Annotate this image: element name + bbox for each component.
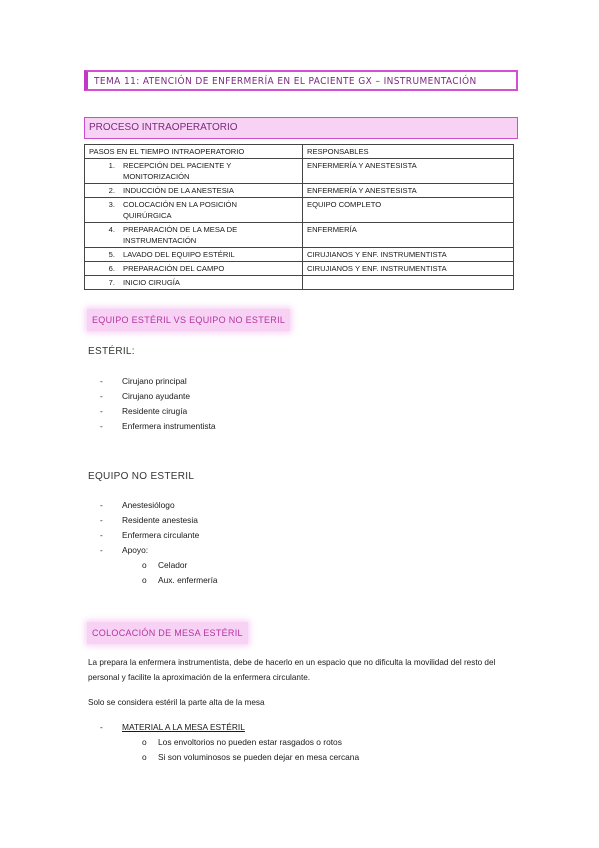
table-cell-step [85, 223, 303, 248]
table-cell-resp: ENFERMERÍA Y ANESTESISTA [303, 184, 514, 198]
step-text: INDUCCIÓN DE LA ANESTESIA [123, 186, 234, 195]
table-header-responsables: RESPONSABLES [303, 145, 514, 159]
circle-bullet: o [142, 575, 147, 585]
table-cell-resp [303, 276, 514, 290]
dash-bullet: - [100, 722, 103, 732]
circle-bullet: o [142, 560, 147, 570]
table-header-row [85, 145, 514, 159]
table-row [85, 262, 514, 276]
table-cell-step [85, 198, 303, 223]
sub-list-item-text: Los envoltorios no pueden estar rasgados o rotos [158, 737, 342, 747]
dash-bullet: - [100, 421, 103, 431]
step-number: 2. [108, 186, 115, 195]
dash-bullet: - [100, 515, 103, 525]
table-row [85, 223, 514, 248]
table-row [85, 159, 514, 184]
dash-bullet: - [100, 530, 103, 540]
dash-bullet: - [100, 500, 103, 510]
dash-bullet: - [100, 545, 103, 555]
sub-list-item-text: Aux. enfermería [158, 575, 218, 585]
table-row [85, 184, 514, 198]
list-item-text: Cirujano principal [122, 376, 187, 386]
step-text: PREPARACIÓN DEL CAMPO [123, 264, 225, 273]
section-title-proceso-intraoperatorio: PROCESO INTRAOPERATORIO [84, 117, 518, 139]
section-title-equipo-esteril: EQUIPO ESTÉRIL VS EQUIPO NO ESTERIL [87, 309, 290, 331]
dash-bullet: - [100, 406, 103, 416]
paragraph-preparation: La prepara la enfermera instrumentista, debe de hacerlo en un espacio que no dificulta la movilidad del resto del personal y facilite la aproximación de la enfermera circulante. [88, 658, 496, 682]
intraoperative-steps-table [84, 144, 514, 290]
table-cell-step [85, 276, 303, 290]
dash-bullet: - [100, 391, 103, 401]
table-cell-step [85, 248, 303, 262]
step-text: INICIO CIRUGÍA [123, 278, 180, 287]
sub-list-item-text: Celador [158, 560, 188, 570]
page-title: TEMA 11: ATENCIÓN DE ENFERMERÍA EN EL PACIENTE GX – INSTRUMENTACIÓN [84, 70, 518, 91]
step-text: RECEPCIÓN DEL PACIENTE Y MONITORIZACIÓN [123, 161, 232, 181]
step-number: 6. [108, 264, 115, 273]
step-number: 1. [108, 161, 115, 170]
table-cell-resp: CIRUJIANOS Y ENF. INSTRUMENTISTA [303, 262, 514, 276]
table-cell-resp: CIRUJIANOS Y ENF. INSTRUMENTISTA [303, 248, 514, 262]
table-row [85, 248, 514, 262]
list-item-text: Residente cirugía [122, 406, 188, 416]
step-text: COLOCACIÓN EN LA POSICIÓN QUIRÚRGICA [123, 200, 237, 220]
no-esteril-heading: EQUIPO NO ESTERIL [88, 471, 195, 482]
list-item-text: Anestesiólogo [122, 500, 175, 510]
step-text: LAVADO DEL EQUIPO ESTÉRIL [123, 250, 235, 259]
table-cell-step [85, 159, 303, 184]
table-cell-resp: ENFERMERÍA Y ANESTESISTA [303, 159, 514, 184]
table-cell-step [85, 262, 303, 276]
material-heading: MATERIAL A LA MESA ESTÉRIL [122, 722, 245, 732]
paragraph-sterile-area: Solo se considera estéril la parte alta de la mesa [88, 698, 265, 707]
dash-bullet: - [100, 376, 103, 386]
table-header-steps: PASOS EN EL TIEMPO INTRAOPERATORIO [85, 145, 303, 159]
circle-bullet: o [142, 752, 147, 762]
table-cell-resp: EQUIPO COMPLETO [303, 198, 514, 223]
step-number: 4. [108, 225, 115, 234]
list-item-text: Enfermera instrumentista [122, 421, 216, 431]
step-number: 7. [108, 278, 115, 287]
list-item-text: Cirujano ayudante [122, 391, 190, 401]
step-number: 3. [108, 200, 115, 209]
list-item-text: Apoyo: [122, 545, 149, 555]
table-row [85, 198, 514, 223]
step-text: PREPARACIÓN DE LA MESA DE INSTRUMENTACIÓN [123, 225, 238, 245]
sub-list-item-text: Si son voluminosos se pueden dejar en mesa cercana [158, 752, 360, 762]
esteril-heading: ESTÉRIL: [88, 346, 135, 357]
table-row [85, 276, 514, 290]
step-number: 5. [108, 250, 115, 259]
table-cell-step [85, 184, 303, 198]
section-title-colocacion-mesa: COLOCACIÓN DE MESA ESTÉRIL [87, 622, 248, 644]
list-item-text: Residente anestesia [122, 515, 198, 525]
table-cell-resp: ENFERMERÍA [303, 223, 514, 248]
circle-bullet: o [142, 737, 147, 747]
list-item-text: Enfermera circulante [122, 530, 200, 540]
